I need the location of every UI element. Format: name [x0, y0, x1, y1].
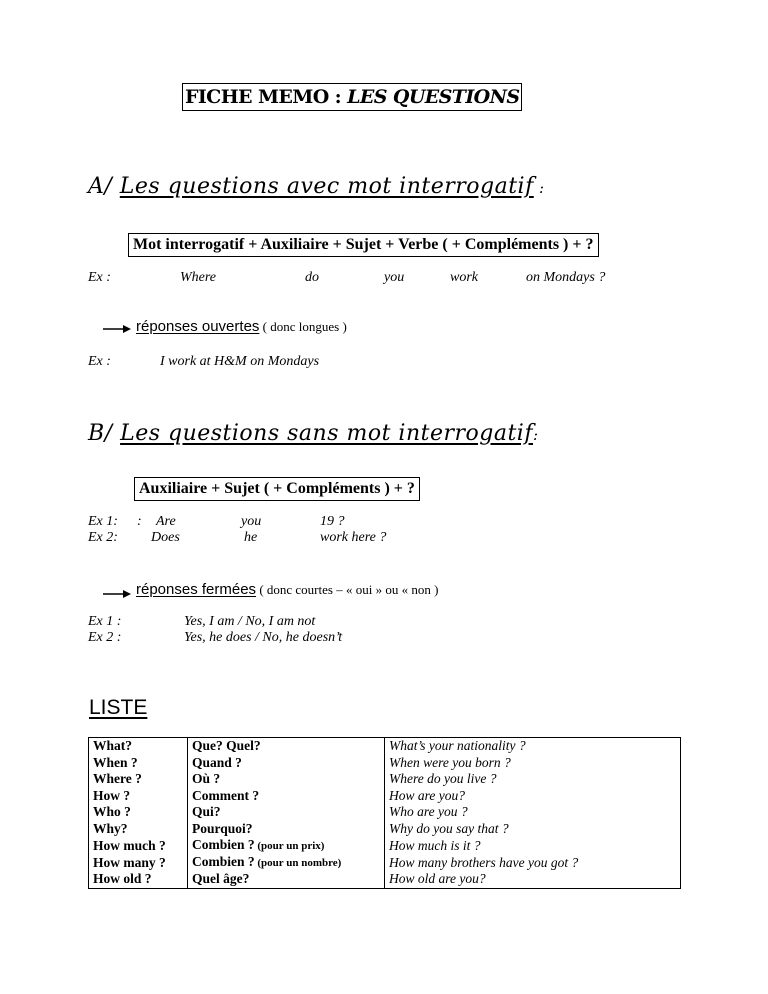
french-word: Que? Quel? [188, 738, 385, 755]
section-a-title: Les questions avec mot interrogatif [119, 174, 534, 199]
example-question: What’s your nationality ? [385, 738, 681, 755]
answer-label: Ex : [88, 354, 111, 369]
english-word: Why? [89, 821, 188, 838]
french-word: Où ? [188, 771, 385, 788]
closed-answers-label: réponses fermées [136, 581, 257, 598]
french-word: Combien ? (pour un nombre) [188, 854, 385, 871]
question-words-table [88, 737, 681, 889]
section-b-heading [88, 421, 539, 446]
formula-with-question-word: Mot interrogatif + Auxiliaire + Sujet + Verbe ( + Compléments ) + ? [128, 233, 599, 257]
answer-example: I work at H&M on Mondays [160, 354, 320, 369]
title-emphasis: LES QUESTIONS [347, 86, 520, 108]
french-word: Comment ? [188, 788, 385, 805]
english-word: How many ? [89, 854, 188, 871]
table-row [89, 788, 681, 805]
example-2-aux: Does [151, 530, 180, 545]
french-word-note: (pour un prix) [254, 840, 325, 852]
table-row [89, 821, 681, 838]
example-question: Why do you say that ? [385, 821, 681, 838]
example-question: Where do you live ? [385, 771, 681, 788]
section-a-heading [88, 174, 545, 199]
closed-answers-detail: ( donc courtes – « oui » ou « non ) [256, 582, 439, 597]
example-2-rest: work here ? [320, 530, 387, 545]
open-answers-note [136, 318, 347, 336]
french-word-note: (pour un nombre) [254, 857, 342, 869]
example-word-2: do [305, 270, 319, 285]
formula-without-question-word: Auxiliaire + Sujet ( + Compléments ) + ? [134, 477, 420, 501]
section-a-colon: : [533, 179, 545, 197]
example-question: How are you? [385, 788, 681, 805]
table-row [89, 771, 681, 788]
table-row [89, 738, 681, 755]
page-title [182, 83, 522, 111]
english-word: What? [89, 738, 188, 755]
example-question: When were you born ? [385, 755, 681, 772]
table-row [89, 854, 681, 871]
section-b-title: Les questions sans mot interrogatif [120, 421, 533, 446]
answer-2-text: Yes, he does / No, he doesn’t [184, 630, 343, 645]
example-question: How many brothers have you got ? [385, 854, 681, 871]
table-row [89, 871, 681, 888]
example-word-3: you [384, 270, 405, 285]
example-1-subject: you [241, 514, 262, 529]
open-answers-label: réponses ouvertes [136, 318, 260, 335]
example-1-label: Ex 1: [88, 514, 118, 529]
answer-1-text: Yes, I am / No, I am not [184, 614, 316, 629]
liste-heading: LISTE [89, 696, 148, 719]
example-1-aux: Are [156, 514, 176, 529]
arrow-right-icon [103, 589, 131, 599]
french-word: Qui? [188, 804, 385, 821]
example-word-1: Where [180, 270, 217, 285]
english-word: Where ? [89, 771, 188, 788]
open-answers-detail: ( donc longues ) [259, 319, 347, 334]
answer-2-label: Ex 2 : [88, 630, 122, 645]
french-word: Combien ? (pour un prix) [188, 837, 385, 854]
example-question: How much is it ? [385, 837, 681, 854]
table-row [89, 755, 681, 772]
french-word: Quand ? [188, 755, 385, 772]
section-a-prefix: A/ [88, 174, 120, 199]
example-1-sep: : [137, 514, 142, 529]
english-word: How much ? [89, 837, 188, 854]
example-question: Who are you ? [385, 804, 681, 821]
english-word: How ? [89, 788, 188, 805]
english-word: When ? [89, 755, 188, 772]
title-main: FICHE MEMO : [185, 86, 348, 108]
table-row [89, 837, 681, 854]
table-row [89, 804, 681, 821]
english-word: How old ? [89, 871, 188, 888]
answer-1-label: Ex 1 : [88, 614, 122, 629]
example-2-subject: he [244, 530, 258, 545]
english-word: Who ? [89, 804, 188, 821]
example-word-4: work [450, 270, 478, 285]
arrow-right-icon [103, 324, 131, 334]
example-label: Ex : [88, 270, 111, 285]
french-word: Pourquoi? [188, 821, 385, 838]
example-1-rest: 19 ? [320, 514, 345, 529]
example-word-5: on Mondays ? [526, 270, 606, 285]
french-word: Quel âge? [188, 871, 385, 888]
example-question: How old are you? [385, 871, 681, 888]
example-2-label: Ex 2: [88, 530, 118, 545]
section-b-prefix: B/ [88, 421, 121, 446]
closed-answers-note [136, 581, 438, 599]
section-b-colon: : [533, 426, 539, 444]
